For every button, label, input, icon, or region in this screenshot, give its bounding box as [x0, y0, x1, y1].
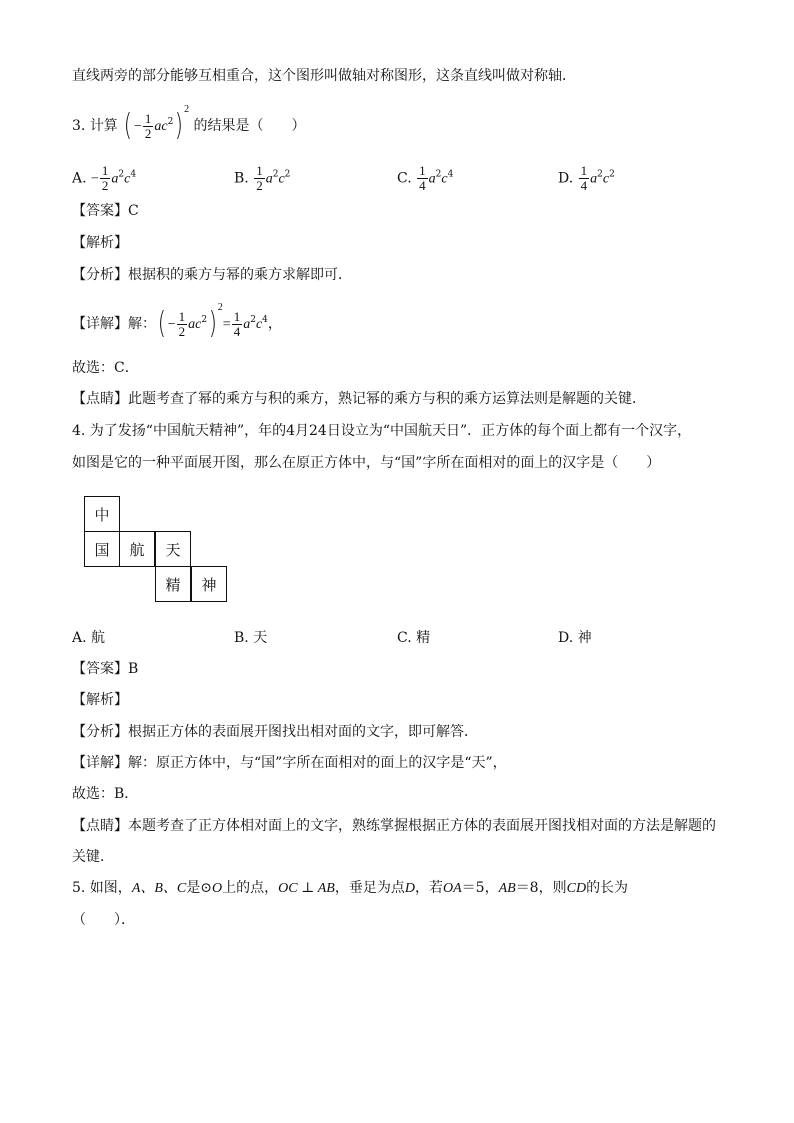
q3-prefix: 计算 — [89, 118, 118, 134]
q3-option-a: A. − $\frac{1}{2}$ $a^2c^4$ — [72, 163, 137, 193]
q4-dianjing-line1: 【点睛】本题考查了正方体相对面上的文字，熟练掌握根据正方体的表面展开图找相对面的方法是解题的 — [72, 818, 716, 834]
net-cell-shen: 神 — [191, 566, 227, 602]
q3-suffix: 的结果是（ ） — [193, 118, 306, 134]
q4-option-b: B. 天 — [234, 630, 268, 646]
q3-jiexi: 【解析】 — [72, 235, 128, 251]
net-cell-jing: 精 — [155, 566, 191, 602]
q4-jiexi: 【解析】 — [72, 692, 128, 708]
q4-guxuan: 故选：B． — [72, 786, 139, 802]
q5-stem-line1: 5. 如图，A、B、C是⊙O上的点，OC ⊥ AB，垂足为点D，若OA＝5，AB＝8，则CD的长为 — [72, 880, 629, 896]
q3-option-d: D. $\frac{1}{4}$ $a^2c^2$ — [558, 163, 615, 193]
net-cell-zhong: 中 — [84, 496, 120, 532]
net-cell-hang: 航 — [119, 531, 155, 567]
q4-stem-line2: 如图是它的一种平面展开图，那么在原正方体中，与“国”字所在面相对的面上的汉字是（ ） — [72, 455, 661, 471]
q4-option-d: D. 神 — [558, 630, 592, 646]
q4-option-a: A. 航 — [72, 630, 106, 646]
q4-xiangjie: 【详解】解：原正方体中，与“国”字所在面相对的面上的汉字是“天”， — [72, 755, 507, 771]
q3-option-b: B. $\frac{1}{2}$ $a^2c^2$ — [234, 163, 291, 193]
q3-option-c: C. $\frac{1}{4}$ $a^2c^4$ — [397, 163, 454, 193]
intro-tail-text: 直线两旁的部分能够互相重合，这个图形叫做轴对称图形，这条直线叫做对称轴． — [72, 68, 576, 84]
q3-xiangjie: 【详解】解：( − $\frac{1}{2}$ $ac^2)^2=$ $\frac{1}{4}$ $a^2c^4$， — [72, 302, 282, 341]
q3-fenxi: 【分析】根据积的乘方与幂的乘方求解即可． — [72, 267, 352, 283]
q3-number: 3. — [72, 118, 86, 134]
net-cell-tian: 天 — [155, 531, 191, 567]
q3-guxuan: 故选：C． — [72, 360, 139, 376]
q5-stem-line2: （ ）． — [72, 912, 135, 928]
q4-answer: 【答案】B — [72, 661, 139, 677]
q3-fraction: $\frac{1}{2}$ — [144, 110, 152, 141]
q4-fenxi: 【分析】根据正方体的表面展开图找出相对面的文字，即可解答． — [72, 724, 478, 740]
q3-answer: 【答案】C — [72, 203, 139, 219]
q4-option-c: C. 精 — [397, 630, 431, 646]
q3-dianjing: 【点睛】此题考查了幂的乘方与积的乘方，熟记幂的乘方与积的乘方运算法则是解题的关键． — [72, 391, 646, 407]
q4-stem-line1: 4. 为了发扬“中国航天精神”，年的4月24日设立为“中国航天日”．正方体的每个面上都有一个汉字， — [72, 423, 692, 439]
q3-stem: 3. 计算 ( − $\frac{1}{2}$ $ac^2)^2$ 的结果是（ ） — [72, 104, 306, 143]
q4-dianjing-line2: 关键． — [72, 849, 114, 865]
net-cell-guo: 国 — [84, 531, 120, 567]
